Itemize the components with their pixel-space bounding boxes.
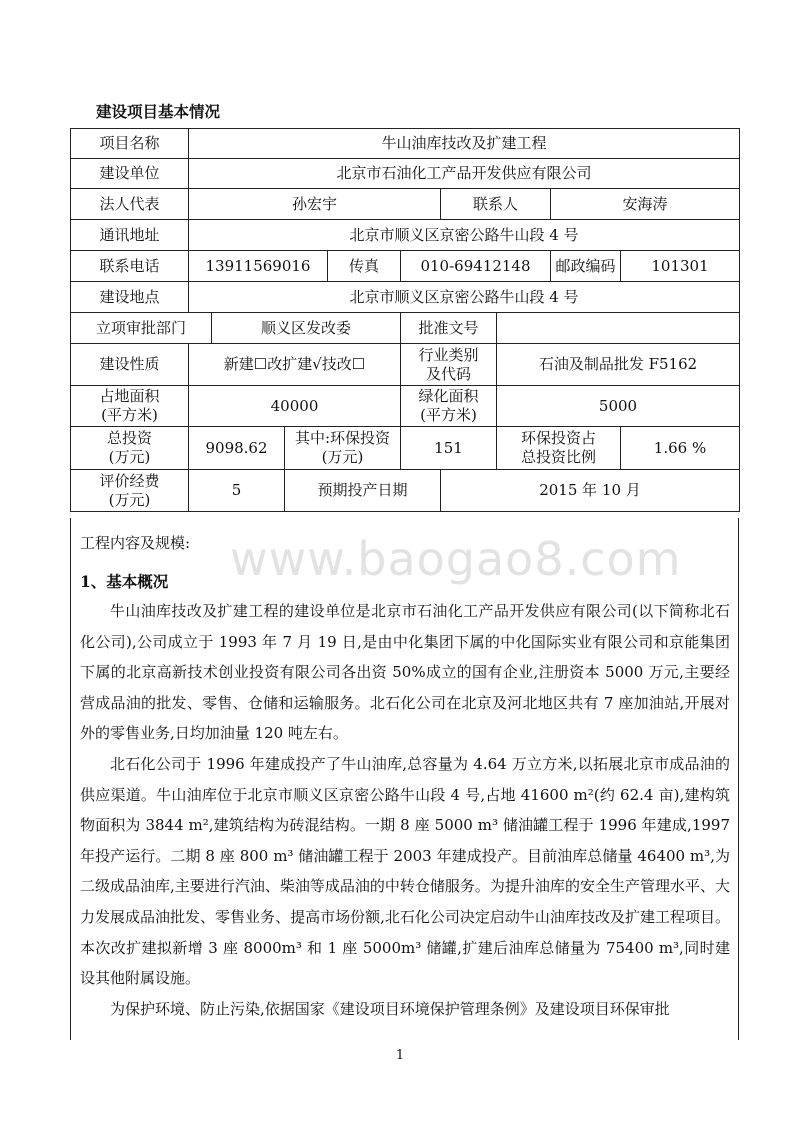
- table-row: [71, 251, 740, 282]
- industry-label-line1: 行业类别: [418, 345, 479, 364]
- builder-value: 北京市石油化工产品开发供应有限公司: [189, 159, 740, 189]
- project-name-label: 项目名称: [71, 129, 189, 159]
- table-row: [71, 129, 740, 159]
- table-row: [71, 427, 740, 470]
- legal-rep-label: 法人代表: [71, 189, 189, 220]
- industry-label: [401, 344, 497, 386]
- invest-label-line1: 总投资: [106, 429, 152, 447]
- eval-fee-value: 5: [189, 470, 285, 512]
- approval-dept-label: 立项审批部门: [71, 313, 212, 344]
- phone-label: 联系电话: [71, 251, 189, 282]
- approval-doc-label: 批准文号: [401, 313, 497, 344]
- area-label: [71, 386, 189, 427]
- eval-fee-label: [71, 470, 189, 512]
- page-number: 1: [395, 1048, 405, 1063]
- green-label-line2: (平方米): [420, 406, 477, 424]
- green-label-line1: 绿化面积: [418, 387, 479, 405]
- env-ratio-label-line1: 环保投资占: [520, 429, 596, 447]
- paragraph-3: 为保护环境、防止污染,依据国家《建设项目环境保护管理条例》及建设项目环保审批: [110, 999, 670, 1018]
- content-body: [80, 596, 730, 1024]
- table-row: [71, 159, 740, 189]
- address-label: 通讯地址: [71, 220, 189, 251]
- invest-label: [71, 427, 189, 470]
- env-ratio-value: 1.66 %: [621, 427, 740, 470]
- project-info-table: [70, 128, 740, 512]
- eval-fee-label-line2: (万元): [108, 490, 151, 509]
- watermark-text: www.baogao8.com: [230, 532, 682, 586]
- invest-value: 9098.62: [189, 427, 285, 470]
- phone-value: 13911569016: [189, 251, 328, 282]
- table-row: [71, 220, 740, 251]
- area-value: 40000: [189, 386, 401, 427]
- fax-label: 传真: [328, 251, 401, 282]
- approval-dept-value: 顺义区发改委: [212, 313, 401, 344]
- start-date-value: 2015 年 10 月: [441, 470, 740, 512]
- industry-value: 石油及制品批发 F5162: [497, 344, 740, 386]
- builder-label: 建设单位: [71, 159, 189, 189]
- green-label: [401, 386, 497, 427]
- nature-value: 新建☐改扩建√技改☐: [189, 344, 401, 386]
- env-invest-value: 151: [401, 427, 497, 470]
- postcode-value: 101301: [621, 251, 740, 282]
- postcode-label: 邮政编码: [551, 251, 621, 282]
- green-value: 5000: [497, 386, 740, 427]
- env-invest-label-line2: (万元): [321, 448, 364, 466]
- address-value: 北京市顺义区京密公路牛山段 4 号: [189, 220, 740, 251]
- eval-fee-label-line1: 评价经费: [99, 471, 160, 490]
- env-invest-label-line1: 其中:环保投资: [294, 429, 391, 447]
- project-name-value: 牛山油库技改及扩建工程: [189, 129, 740, 159]
- site-label: 建设地点: [71, 282, 189, 313]
- table-row: [71, 470, 740, 512]
- section-title: 1、基本概况: [80, 572, 169, 591]
- env-ratio-label: [497, 427, 621, 470]
- content-title: 工程内容及规模:: [80, 534, 191, 552]
- legal-rep-value: 孙宏宇: [189, 189, 441, 220]
- area-label-line1: 占地面积: [99, 387, 160, 405]
- table-row: [71, 344, 740, 386]
- table-row: [71, 282, 740, 313]
- approval-doc-value: [497, 313, 740, 344]
- invest-label-line2: (万元): [108, 448, 151, 466]
- page-heading: 建设项目基本情况: [96, 102, 221, 121]
- start-date-label: 预期投产日期: [285, 470, 441, 512]
- fax-value: 010-69412148: [401, 251, 551, 282]
- table-row: [71, 189, 740, 220]
- table-row: [71, 386, 740, 427]
- env-ratio-label-line2: 总投资比例: [520, 448, 596, 466]
- table-row: [71, 313, 740, 344]
- paragraph-1: 牛山油库技改及扩建工程的建设单位是北京市石油化工产品开发供应有限公司(以下简称北石化公司),公司成立于 1993 年 7 月 19 日,是由中化集团下属的中化国际实业有限公司和京能集团下属的北京高新技术创业投资有限公司各出资 50%成立的国有企业,注册资本 5000 万元,主要经营成品油的批发、零售、仓储和运输服务。北石化公司在北京及河北地区共有 7 座加油站,开展对外的零售业务,日均加油量 120 吨左右。: [80, 602, 730, 743]
- env-invest-label: [285, 427, 401, 470]
- industry-label-line2: 及代码: [425, 364, 471, 383]
- contact-value: 安海涛: [551, 189, 740, 220]
- paragraph-2: 北石化公司于 1996 年建成投产了牛山油库,总容量为 4.64 万立方米,以拓展北京市成品油的供应渠道。牛山油库位于北京市顺义区京密公路牛山段 4 号,占地 41600 m²(约 62.4 亩),建构筑物面积为 3844 m²,建筑结构为砖混结构。一期 8 座 5000 m³ 储油罐工程于 1996 年建成,1997 年投产运行。二期 8 座 800 m³ 储油罐工程于 2003 年建成投产。目前油库总储量 46400 m³,为二级成品油库,主要进行汽油、柴油等成品油的中转仓储服务。为提升油库的安全生产管理水平、大力发展成品油批发、零售业务、提高市场份额,北石化公司决定启动牛山油库技改及扩建工程项目。本次改扩建拟新增 3 座 8000m³ 和 1 座 5000m³ 储罐,扩建后油库总储量为 75400 m³,同时建设其他附属设施。: [80, 754, 730, 988]
- project-content-box: [70, 518, 739, 1040]
- nature-label: 建设性质: [71, 344, 189, 386]
- area-label-line2: (平方米): [101, 406, 158, 424]
- site-value: 北京市顺义区京密公路牛山段 4 号: [189, 282, 740, 313]
- contact-label: 联系人: [441, 189, 551, 220]
